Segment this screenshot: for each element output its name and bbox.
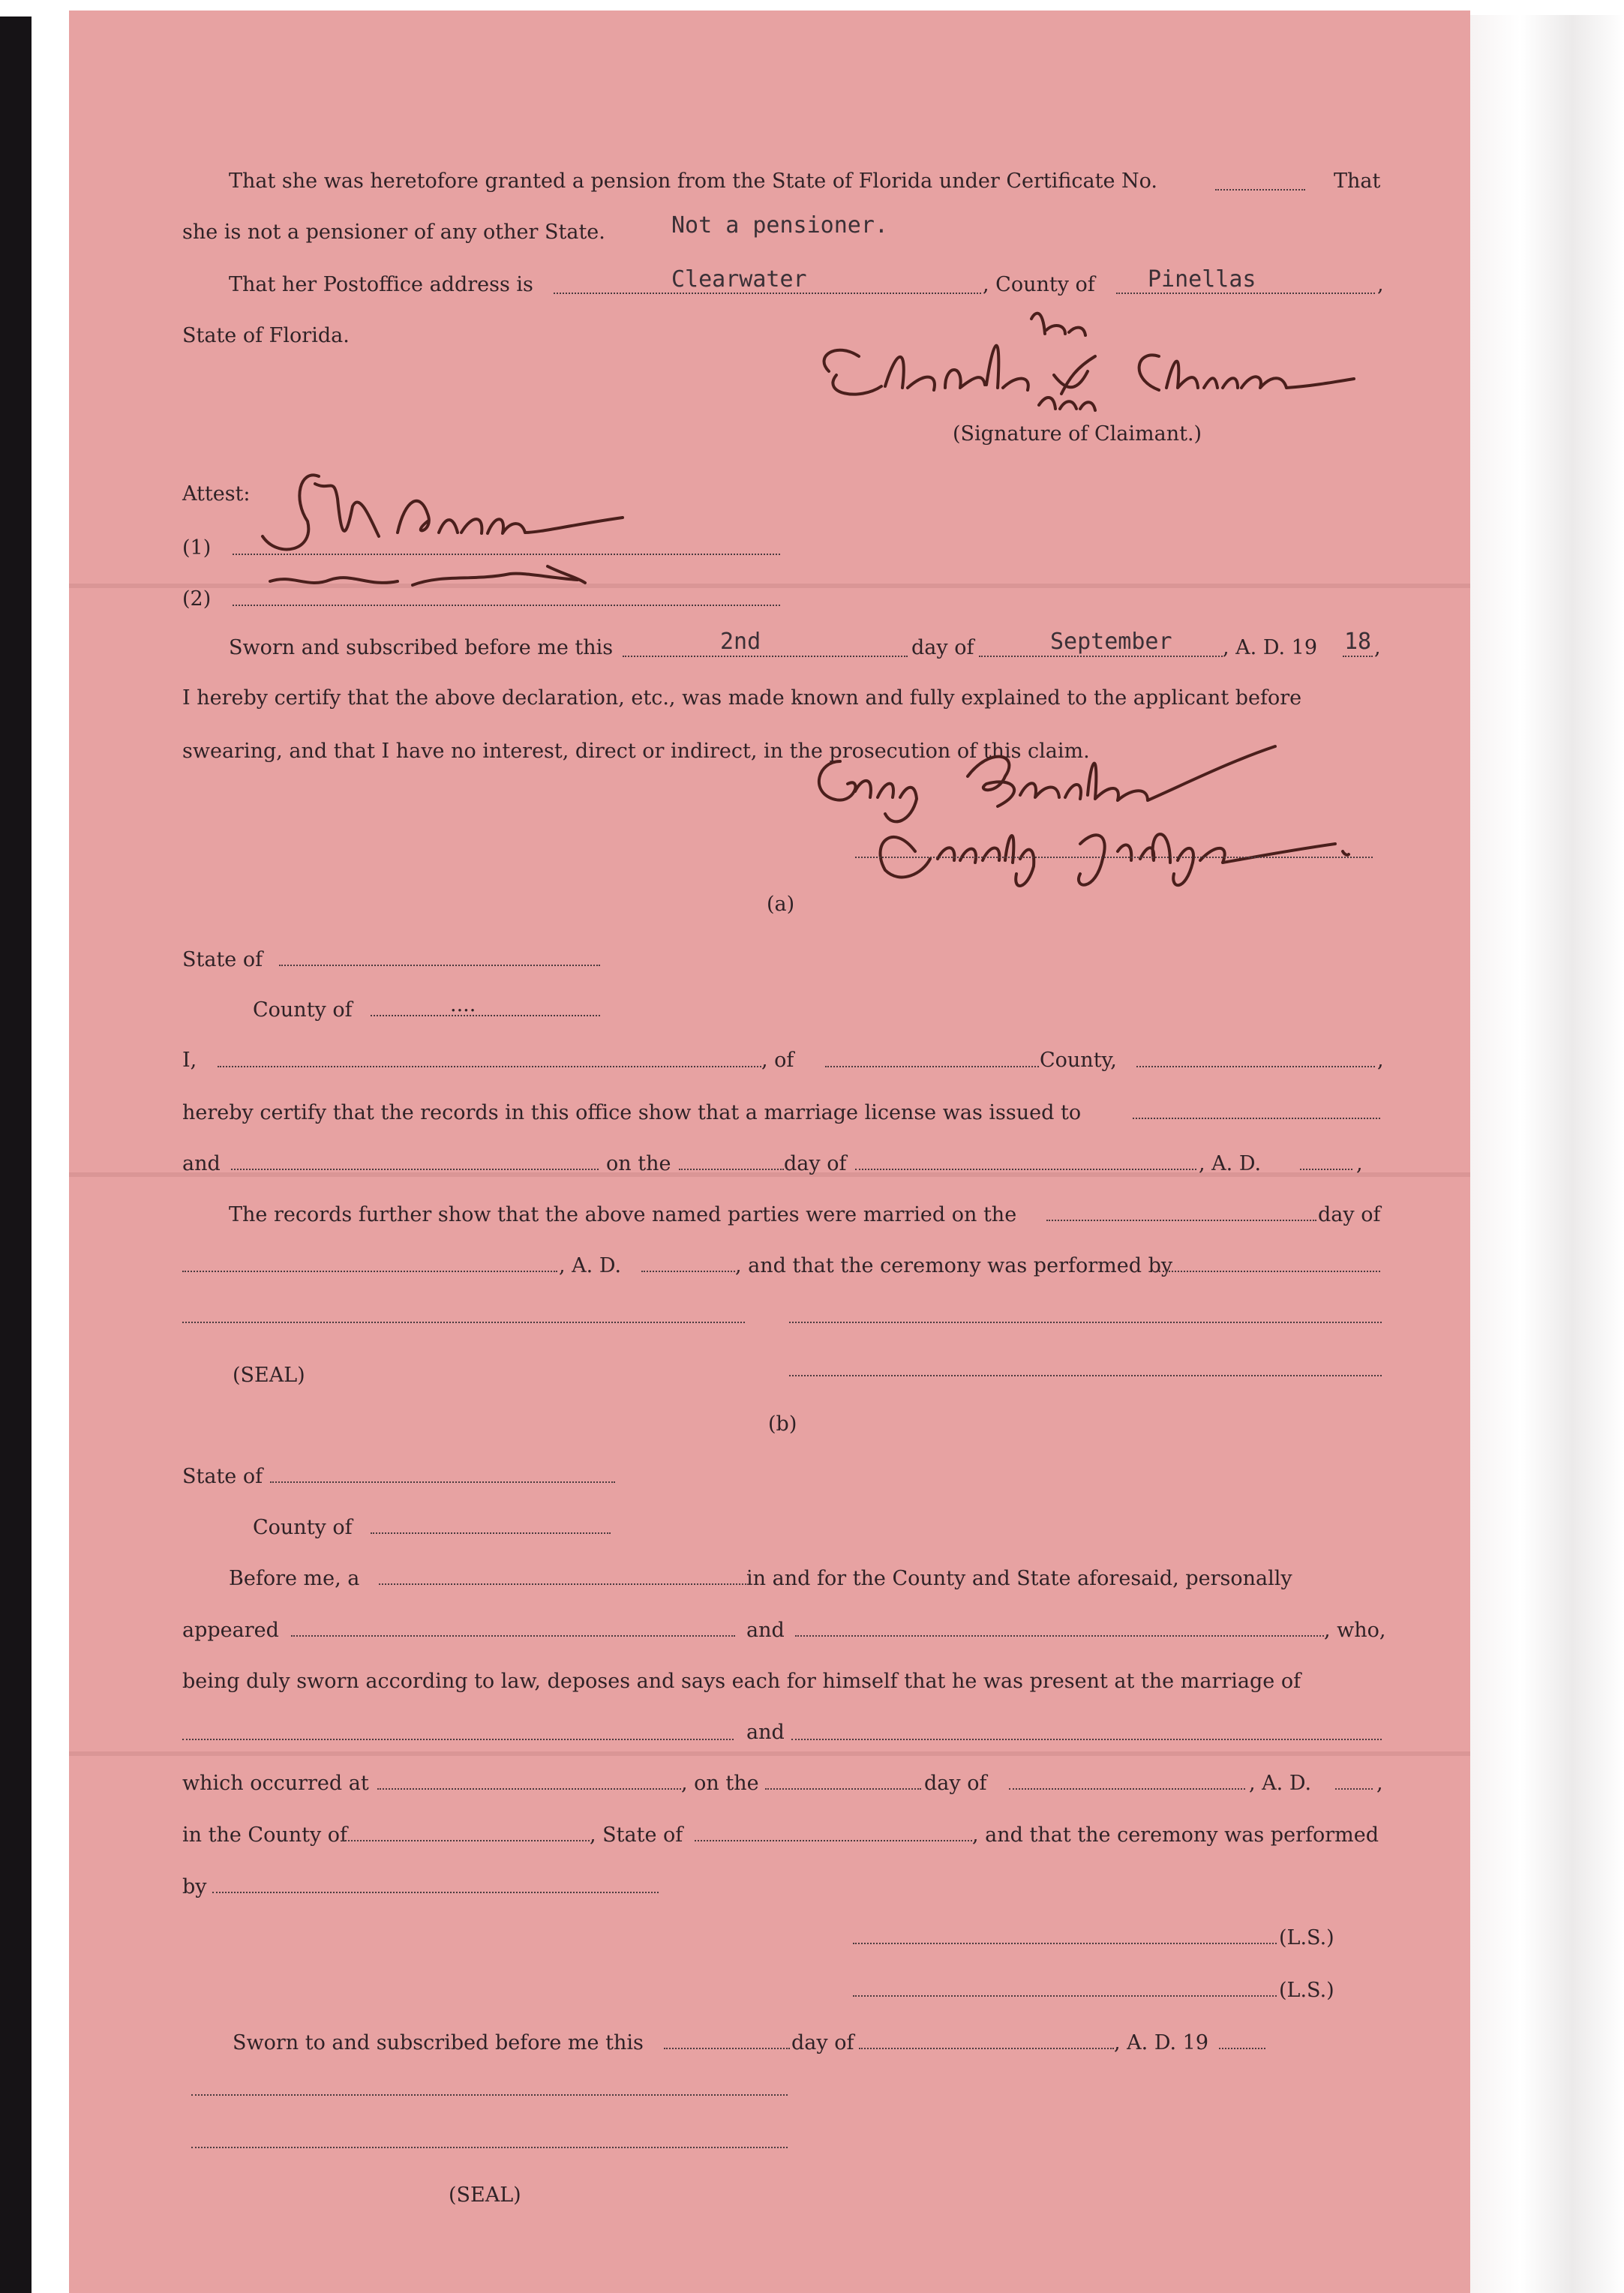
fold-line (69, 1751, 1470, 1756)
b-sworn-ad: , A. D. 19 (1114, 2031, 1209, 2054)
section-b-marker: (b) (768, 1412, 797, 1436)
postoffice-value: Clearwater (671, 266, 807, 293)
b-and-label: and (746, 1619, 785, 1642)
a-county-dots: .... (450, 993, 476, 1016)
county-comma: , (1377, 273, 1384, 296)
b-sworn-month-field[interactable] (859, 2048, 1114, 2049)
a-day-of: day of (784, 1152, 847, 1175)
a-licensee-field[interactable] (1133, 1118, 1380, 1119)
b-witness-2-field[interactable] (795, 1635, 1324, 1637)
judge-signature-field[interactable] (855, 857, 1373, 858)
a-spouse-field[interactable] (231, 1169, 599, 1170)
b-month-field[interactable] (1009, 1788, 1245, 1790)
a-ad: , A. D. (1199, 1152, 1262, 1175)
a-i-label: I, (182, 1049, 197, 1072)
sworn-comma: , (1374, 636, 1381, 659)
state-of-florida: State of Florida. (182, 324, 350, 347)
a-married-day-field[interactable] (1046, 1220, 1316, 1221)
b-which-occurred: which occurred at (182, 1772, 369, 1795)
certificate-number-field[interactable] (1215, 189, 1305, 191)
b-before-me: Before me, a (229, 1567, 360, 1590)
witness-1-signature (248, 461, 638, 611)
a-married-month-field[interactable] (182, 1271, 557, 1272)
b-official-field[interactable] (379, 1583, 746, 1585)
a-and-label: and (182, 1152, 221, 1175)
sworn-dayof: day of (911, 636, 974, 659)
a-clerk-title-line[interactable] (789, 1375, 1382, 1376)
b-day-of: day of (924, 1772, 987, 1795)
a-county-name-field[interactable] (1136, 1066, 1375, 1067)
b-party-1-field[interactable] (182, 1739, 734, 1740)
b-place-field[interactable] (377, 1788, 681, 1790)
b-county-of: County of (253, 1516, 353, 1539)
postoffice-field[interactable] (554, 293, 981, 294)
b-sworn-dayof: day of (791, 2031, 854, 2054)
not-pensioner-line: she is not a pensioner of any other State. (182, 221, 605, 244)
b-day-field[interactable] (765, 1788, 921, 1790)
b-year-field[interactable] (1335, 1788, 1373, 1790)
protective-sleeve (1451, 15, 1624, 2293)
b-and-label-2: and (746, 1721, 785, 1744)
a-year-field[interactable] (1300, 1169, 1352, 1170)
b-state-field[interactable] (270, 1481, 615, 1483)
b-ad-comma: , (1376, 1772, 1383, 1795)
b-in-county: in the County of (182, 1823, 348, 1847)
b-ad: , A. D. (1249, 1772, 1312, 1795)
sworn-label: Sworn and subscribed before me this (229, 636, 614, 659)
b-officer-signature-line[interactable] (191, 2094, 788, 2096)
a-name-field[interactable] (218, 1066, 761, 1067)
b-signature-2-line[interactable] (853, 1995, 1277, 1997)
b-sworn-to: Sworn to and subscribed before me this (233, 2031, 644, 2054)
b-seal: (SEAL) (449, 2183, 521, 2207)
b-sworn-day-field[interactable] (664, 2048, 790, 2049)
a-records-line: hereby certify that the records in this office show that a marriage license was issued to (182, 1101, 1082, 1124)
sworn-month-field[interactable] (979, 656, 1223, 657)
b-party-2-field[interactable] (791, 1739, 1382, 1740)
attest-1-label: (1) (182, 536, 212, 560)
a-further-dayof: day of (1318, 1203, 1381, 1226)
a-of-label: , of (761, 1049, 794, 1072)
a-state-of: State of (182, 948, 263, 971)
b-officer-title-line[interactable] (191, 2147, 788, 2148)
b-county-field[interactable] (371, 1532, 611, 1534)
b-state-of: State of (182, 1465, 263, 1488)
sworn-day-field[interactable] (623, 656, 908, 657)
a-state-field[interactable] (279, 965, 600, 966)
b-state-name-field[interactable] (695, 1840, 972, 1841)
sworn-year-value: 18 (1344, 629, 1372, 655)
county-field[interactable] (1116, 293, 1375, 294)
a-trailing-comma: , (1377, 1049, 1384, 1072)
county-label: , County of (983, 273, 1095, 296)
a-officiant-field[interactable] (1159, 1271, 1380, 1272)
certificate-line: That she was heretofore granted a pension from the State of Florida under Certificate No. (229, 170, 1158, 193)
signature-caption: (Signature of Claimant.) (953, 422, 1202, 446)
county-judge-signature (795, 731, 1380, 889)
b-appeared: appeared (182, 1619, 279, 1642)
a-further-line: The records further show that the above named parties were married on the (229, 1203, 1017, 1226)
sworn-month-value: September (1050, 629, 1172, 655)
a-year-comma: , (1356, 1152, 1363, 1175)
a-seal: (SEAL) (233, 1364, 305, 1387)
county-value: Pinellas (1148, 266, 1256, 293)
b-performer-field[interactable] (212, 1892, 659, 1893)
b-signature-1-line[interactable] (853, 1943, 1277, 1944)
b-on-the: , on the (681, 1772, 759, 1795)
b-sworn-year-field[interactable] (1219, 2048, 1265, 2049)
postoffice-label: That her Postoffice address is (229, 273, 533, 296)
sworn-year-field[interactable] (1343, 656, 1373, 657)
b-county-name-field[interactable] (342, 1840, 590, 1841)
section-a-marker: (a) (767, 893, 795, 916)
b-witness-1-field[interactable] (291, 1635, 735, 1637)
a-of-field[interactable] (825, 1066, 1039, 1067)
b-ceremony: , and that the ceremony was performed (972, 1823, 1379, 1847)
a-ad-2: , A. D. (559, 1254, 622, 1277)
a-month-field[interactable] (855, 1169, 1196, 1170)
a-day-field[interactable] (679, 1169, 784, 1170)
claimant-signature (806, 304, 1361, 431)
b-by-label: by (182, 1875, 207, 1898)
a-county-label: County, (1040, 1049, 1117, 1072)
a-married-year-field[interactable] (641, 1271, 735, 1272)
b-who: , who, (1324, 1619, 1386, 1642)
a-ceremony-line: , and that the ceremony was performed by (735, 1254, 1173, 1277)
b-ls-2: (L.S.) (1279, 1979, 1334, 2002)
a-clerk-signature-line[interactable] (789, 1322, 1382, 1323)
a-county-of: County of (253, 998, 353, 1022)
a-county-field[interactable] (371, 1015, 600, 1016)
a-blank-line[interactable] (182, 1322, 745, 1323)
b-in-and-for: in and for the County and State aforesaid, personally (746, 1567, 1292, 1590)
certificate-that: That (1334, 170, 1381, 193)
a-on-the: on the (606, 1152, 671, 1175)
attest-label: Attest: (182, 482, 251, 506)
certify-line-1: I hereby certify that the above declaration, etc., was made known and fully explained to the applicant before (182, 686, 1302, 710)
b-state-of-2: , State of (590, 1823, 683, 1847)
attest-2-label: (2) (182, 587, 212, 611)
b-ls-1: (L.S.) (1279, 1926, 1334, 1949)
not-pensioner-typed: Not a pensioner. (671, 212, 888, 239)
b-duly-sworn: being duly sworn according to law, deposes and says each for himself that he was present at the marriage of (182, 1670, 1301, 1693)
certify-line-2: swearing, and that I have no interest, direct or indirect, in the prosecution of this claim. (182, 740, 1090, 763)
sworn-day-value: 2nd (720, 629, 761, 655)
sworn-ad: , A. D. 19 (1223, 636, 1318, 659)
scan-left-border (0, 17, 32, 2293)
